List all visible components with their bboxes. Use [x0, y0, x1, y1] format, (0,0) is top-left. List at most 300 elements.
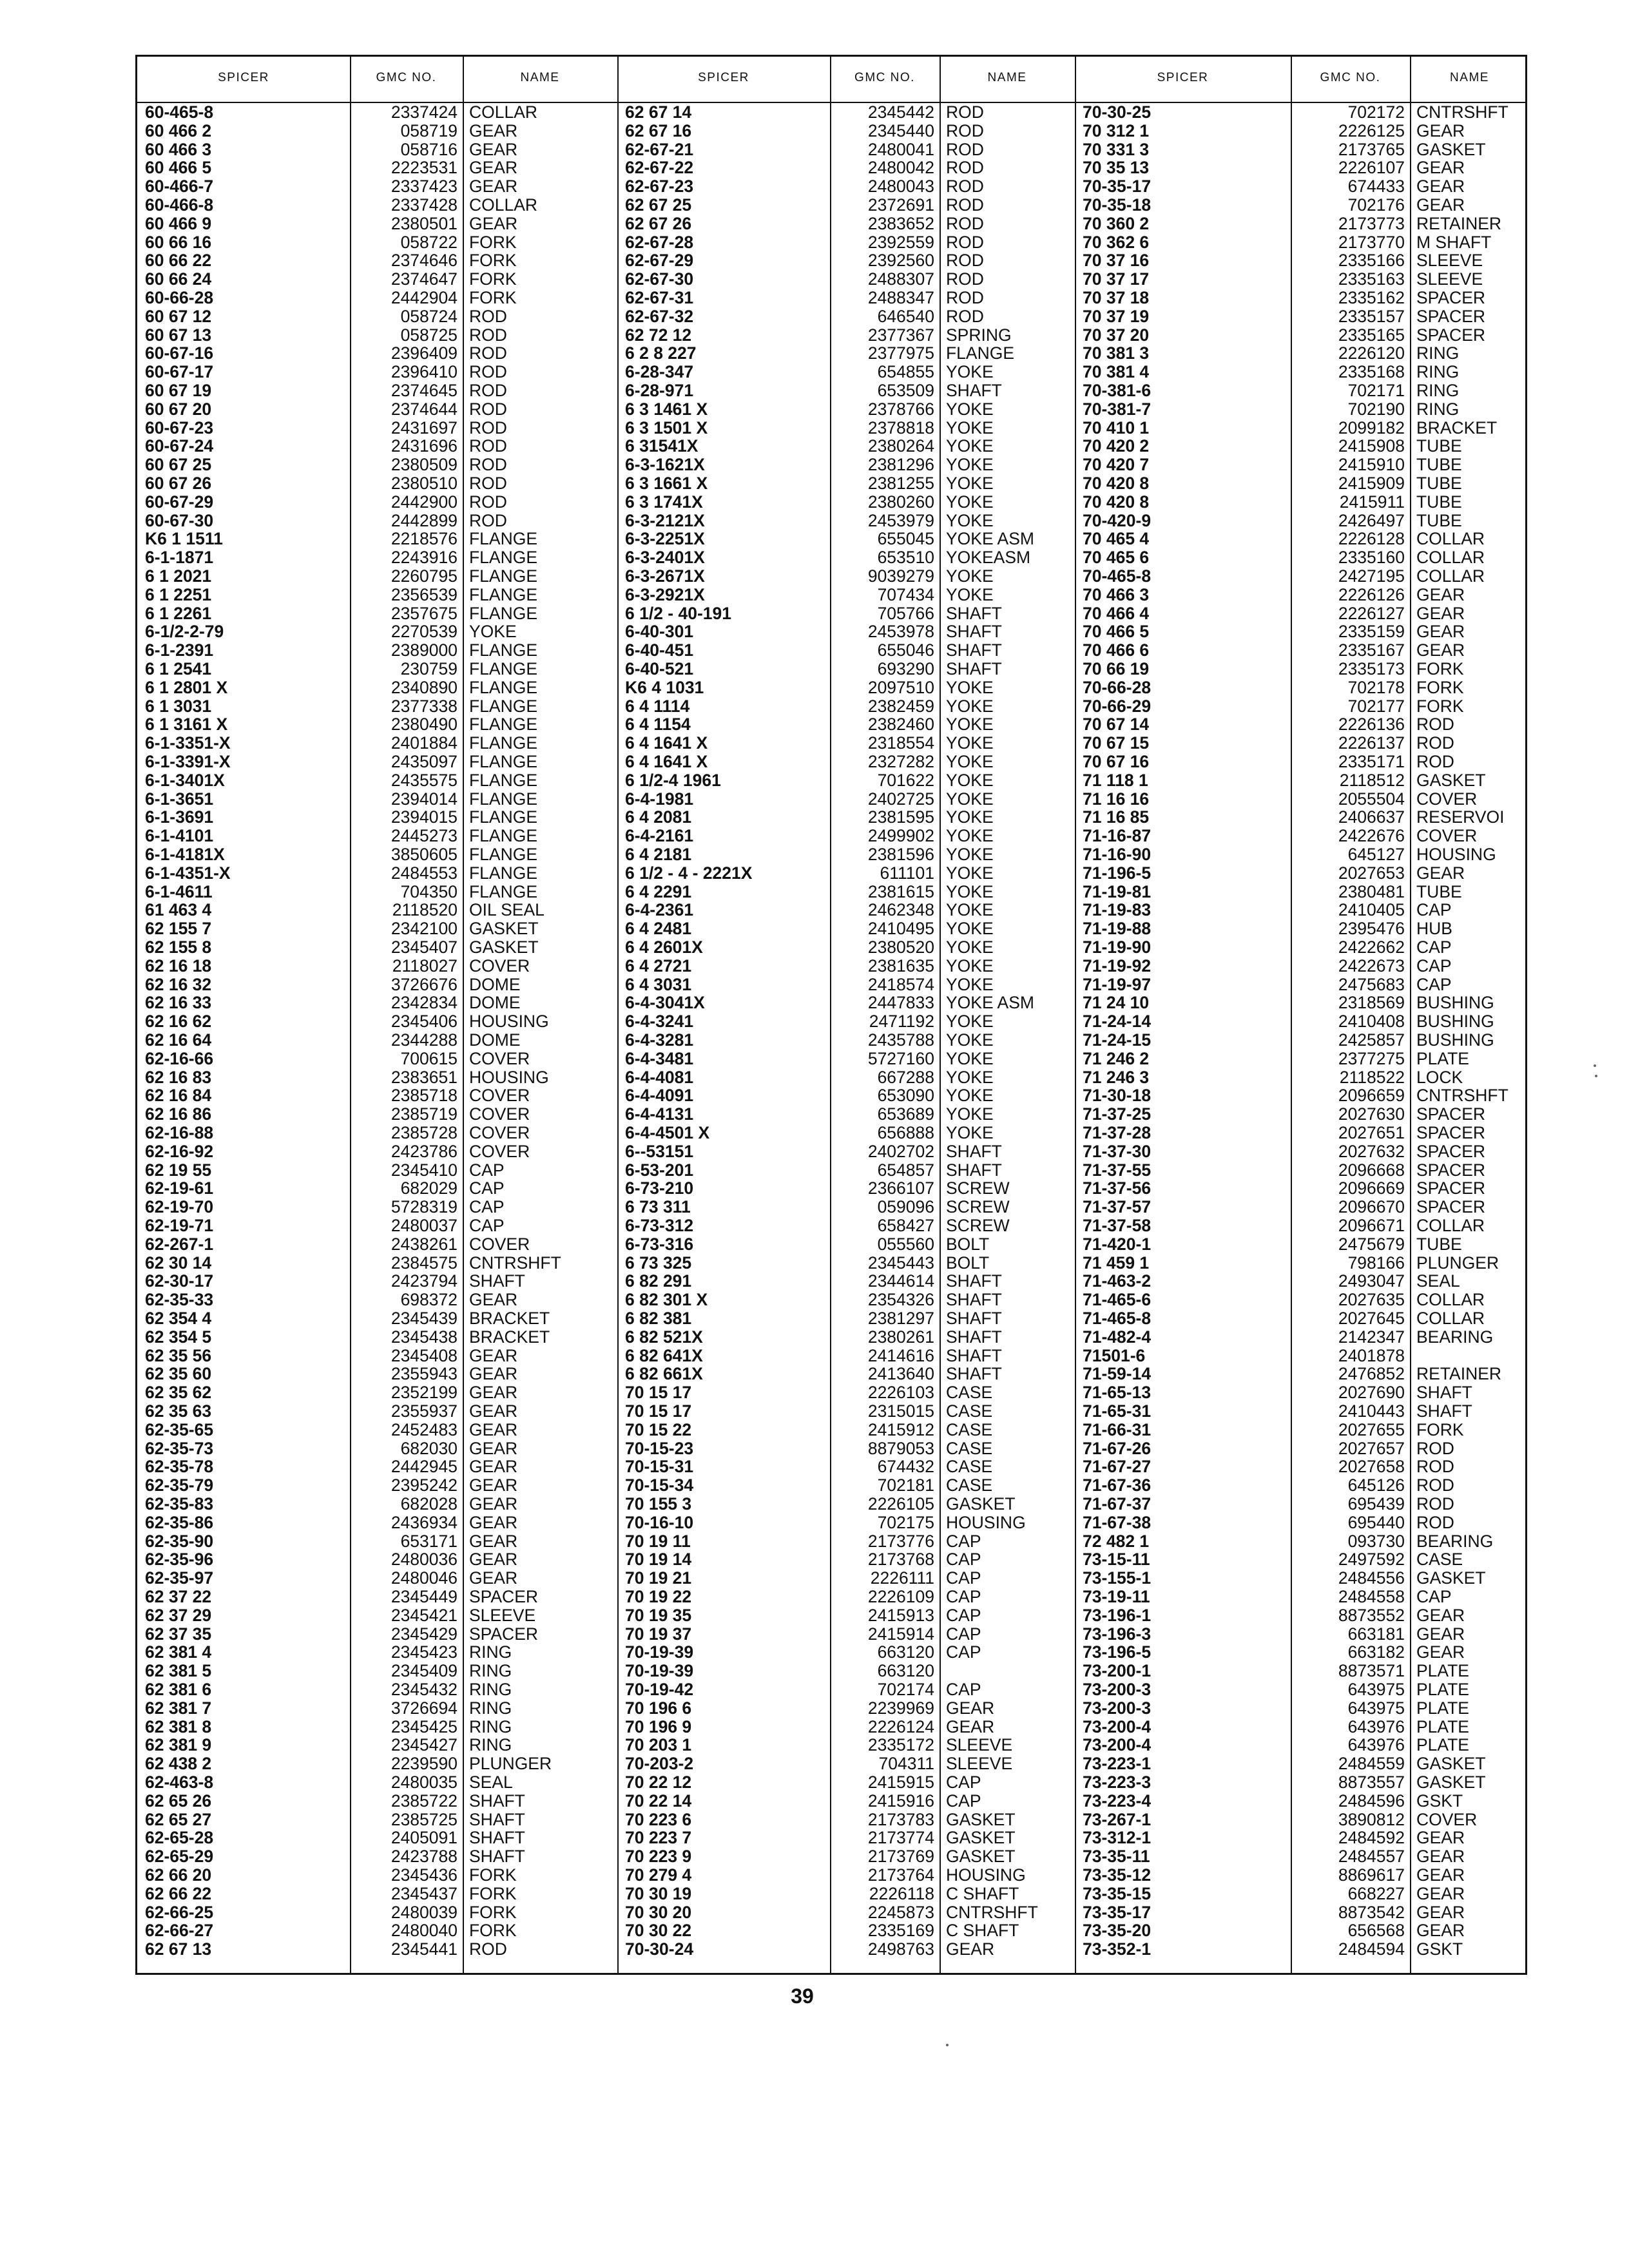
part-name: YOKE [946, 362, 994, 382]
part-name: CAP [1416, 974, 1452, 994]
part-name: COVER [469, 1141, 530, 1161]
section-divider [617, 57, 619, 1973]
gmc-number: 2354326 [867, 1290, 934, 1310]
section-divider [1075, 57, 1076, 1973]
part-name: COLLAR [1416, 566, 1485, 586]
spicer-number: 62 16 62 [145, 1012, 212, 1032]
part-name: GEAR [469, 1345, 518, 1365]
part-name: GEAR [469, 213, 518, 233]
part-name: ROD [946, 177, 984, 197]
spicer-number: 71-67-27 [1083, 1457, 1152, 1477]
gmc-number: 2027632 [1338, 1141, 1405, 1161]
part-name: BUSHING [1416, 1030, 1494, 1050]
spicer-number: 71 246 3 [1083, 1067, 1150, 1087]
gmc-number: 2442900 [390, 492, 458, 512]
part-name: SHAFT [946, 1160, 1002, 1180]
spicer-number: 60 66 24 [145, 269, 212, 289]
spicer-number: 6 82 381 [625, 1309, 692, 1328]
part-name: SHAFT [1416, 1401, 1472, 1421]
spicer-number: 60-67-23 [145, 418, 214, 437]
spicer-number: 6 4 1154 [625, 715, 691, 735]
spicer-number: 70-66-28 [1083, 677, 1152, 697]
part-name: SHAFT [469, 1828, 525, 1848]
gmc-number: 2345442 [867, 102, 934, 122]
gmc-number: 2345407 [390, 937, 458, 957]
spicer-number: 62-35-79 [145, 1475, 214, 1495]
part-name: YOKE [469, 622, 517, 642]
spicer-number: 6 31541X [625, 436, 699, 456]
part-name: FLANGE [469, 677, 538, 697]
part-name: FLANGE [946, 343, 1015, 363]
part-name: FLANGE [469, 789, 538, 809]
part-name: CASE [946, 1419, 993, 1439]
gmc-number: 2382459 [867, 696, 934, 716]
part-name: GEAR [946, 1698, 995, 1718]
gmc-number: 2345410 [390, 1160, 458, 1180]
column-divider [463, 57, 464, 1973]
spicer-number: 73-35-11 [1083, 1847, 1150, 1867]
part-name: GASKET [946, 1847, 1016, 1867]
gmc-number: 2385718 [390, 1086, 458, 1106]
part-name: FLANGE [469, 863, 538, 883]
part-name: GEAR [1416, 158, 1465, 178]
spicer-number: 6-3-2251X [625, 529, 705, 549]
spicer-number: 6-4-2361 [625, 900, 694, 920]
part-name: SHAFT [469, 1271, 525, 1291]
part-name: RING [1416, 362, 1460, 382]
gmc-number: 667288 [877, 1067, 934, 1087]
gmc-number: 2415911 [1339, 492, 1405, 512]
part-name: SHAFT [946, 603, 1002, 623]
spicer-number: 71-37-56 [1083, 1178, 1152, 1198]
gmc-number: 2245873 [867, 1902, 934, 1922]
part-name: FORK [469, 1883, 517, 1903]
spicer-number: 6 3 1461 X [625, 399, 708, 419]
part-name: YOKE [946, 474, 994, 493]
gmc-number: 2345443 [867, 1253, 934, 1273]
spicer-number: 70-381-7 [1083, 399, 1152, 419]
gmc-number: 2385722 [390, 1791, 458, 1811]
gmc-number: 2480037 [390, 1216, 458, 1235]
gmc-number: 2497592 [1338, 1550, 1405, 1570]
gmc-number: 2118522 [1339, 1067, 1405, 1087]
part-name: ROD [469, 418, 507, 437]
spicer-number: 70 420 8 [1083, 474, 1150, 493]
spicer-number: 6-4-3241 [625, 1012, 694, 1032]
gmc-number: 611101 [880, 863, 934, 883]
part-name: FLANGE [469, 548, 538, 568]
part-name: COVER [1416, 1809, 1478, 1829]
gmc-number: 2383652 [867, 213, 934, 233]
gmc-number: 2480036 [390, 1550, 458, 1570]
gmc-number: 2381615 [867, 881, 934, 901]
gmc-number: 2499902 [867, 826, 934, 846]
gmc-number: 2453979 [867, 510, 934, 530]
gmc-number: 2475679 [1338, 1234, 1405, 1254]
part-name: COVER [469, 1086, 530, 1106]
part-name: FLANGE [469, 584, 538, 604]
gmc-number: 707434 [877, 584, 934, 604]
part-name: YOKE ASM [946, 529, 1034, 549]
spicer-number: 6 4 2181 [625, 845, 692, 864]
part-name: SHAFT [946, 381, 1002, 400]
spicer-number: 6-4-4501 X [625, 1123, 710, 1142]
part-name: ROD [1416, 1475, 1454, 1495]
gmc-number: 2435575 [390, 770, 458, 790]
gmc-number: 2392560 [867, 251, 934, 271]
spicer-number: 73-200-4 [1083, 1735, 1152, 1755]
part-name: COVER [1416, 789, 1478, 809]
gmc-number: 2484556 [1338, 1568, 1405, 1588]
part-name: YOKE [946, 900, 994, 920]
scan-speck [946, 2044, 949, 2046]
gmc-number: 2173783 [867, 1809, 934, 1829]
part-name: ROD [946, 251, 984, 271]
gmc-number: 643976 [1347, 1716, 1405, 1736]
part-name: GASKET [1416, 139, 1486, 159]
part-name: GEAR [1416, 1642, 1465, 1662]
spicer-number: 62-65-28 [145, 1828, 214, 1848]
part-name: RING [469, 1735, 512, 1755]
gmc-number: 2413640 [867, 1364, 934, 1384]
gmc-number: 2385719 [390, 1104, 458, 1124]
part-name: SPACER [1416, 1141, 1486, 1161]
gmc-number: 682028 [400, 1494, 458, 1514]
spicer-number: 62-66-27 [145, 1921, 214, 1941]
gmc-number: 2480041 [867, 139, 934, 159]
part-name: COLLAR [1416, 1216, 1485, 1235]
gmc-number: 2027690 [1338, 1383, 1405, 1403]
part-name: SHAFT [946, 622, 1002, 642]
spicer-number: 6-1-4181X [145, 845, 225, 864]
spicer-number: 70 22 14 [625, 1791, 692, 1811]
gmc-number: 2335163 [1338, 269, 1405, 289]
gmc-number: 2380490 [390, 715, 458, 735]
part-name: GEAR [1416, 120, 1465, 140]
spicer-number: 6 3 1741X [625, 492, 703, 512]
column-divider [1410, 57, 1411, 1973]
spicer-number: 70 15 17 [625, 1383, 692, 1403]
part-name: ROD [1416, 1494, 1454, 1514]
gmc-number: 5727160 [867, 1048, 934, 1068]
part-name: CAP [1416, 956, 1452, 975]
gmc-number: 643976 [1347, 1735, 1405, 1755]
part-name: GEAR [946, 1939, 995, 1959]
part-name: GEAR [469, 1531, 518, 1551]
part-name: M SHAFT [1416, 232, 1492, 252]
spicer-number: 6-4-3281 [625, 1030, 694, 1050]
spicer-number: 62-16-88 [145, 1123, 214, 1142]
part-name: SCREW [946, 1178, 1010, 1198]
part-name: COVER [469, 1048, 530, 1068]
gmc-number: 8873571 [1338, 1661, 1405, 1681]
spicer-number: 71 246 2 [1083, 1048, 1150, 1068]
part-name: SCREW [946, 1197, 1010, 1217]
gmc-number: 2442904 [390, 288, 458, 307]
gmc-number: 646540 [877, 306, 934, 326]
gmc-number: 2342834 [390, 993, 458, 1013]
gmc-number: 2342100 [390, 919, 458, 939]
gmc-number: 643975 [1347, 1680, 1405, 1699]
part-name: FORK [469, 251, 517, 271]
spicer-number: 73-35-20 [1083, 1921, 1152, 1941]
gmc-number: 2401884 [390, 733, 458, 753]
gmc-number: 656888 [877, 1123, 934, 1142]
gmc-number: 2415913 [867, 1605, 934, 1625]
spicer-number: 71-65-31 [1083, 1401, 1152, 1421]
gmc-number: 663120 [877, 1642, 934, 1662]
spicer-number: 6 3 1661 X [625, 474, 708, 493]
part-name: RING [469, 1716, 512, 1736]
part-name: GEAR [946, 1716, 995, 1736]
part-name: SHAFT [469, 1847, 525, 1867]
spicer-number: 70 37 16 [1083, 251, 1150, 271]
spicer-number: 70 37 20 [1083, 325, 1150, 345]
part-name: COLLAR [469, 195, 538, 215]
part-name: FORK [469, 1865, 517, 1885]
gmc-number: 705766 [877, 603, 934, 623]
gmc-number: 2484594 [1338, 1939, 1405, 1959]
spicer-number: 62 65 27 [145, 1809, 212, 1829]
spicer-number: 70 362 6 [1083, 232, 1150, 252]
spicer-number: 71-482-4 [1083, 1327, 1152, 1347]
spicer-number: 6-3-1621X [625, 455, 705, 475]
gmc-number: 2484553 [390, 863, 458, 883]
part-name: GEAR [469, 139, 518, 159]
part-name: GEAR [469, 1419, 518, 1439]
gmc-number: 2357675 [390, 603, 458, 623]
spicer-number: 70 30 20 [625, 1902, 692, 1922]
gmc-number: 2243916 [390, 548, 458, 568]
part-name: YOKE [946, 1123, 994, 1142]
gmc-number: 663120 [877, 1661, 934, 1681]
spicer-number: 60 66 16 [145, 232, 212, 252]
spicer-number: 62-35-78 [145, 1457, 214, 1477]
spicer-number: 70 19 22 [625, 1587, 692, 1606]
gmc-number: 2418574 [867, 974, 934, 994]
spicer-number: 71-19-90 [1083, 937, 1152, 957]
gmc-number: 2027655 [1338, 1419, 1405, 1439]
spicer-number: 70 37 18 [1083, 288, 1150, 307]
part-name: CAP [946, 1587, 981, 1606]
spicer-number: 62-67-32 [625, 306, 694, 326]
spicer-number: 70 203 1 [625, 1735, 692, 1755]
spicer-number: 62-16-66 [145, 1048, 214, 1068]
part-name: FORK [469, 232, 517, 252]
spicer-number: 71-24-14 [1083, 1012, 1152, 1032]
gmc-number: 2344614 [867, 1271, 934, 1291]
gmc-number: 2335165 [1338, 325, 1405, 345]
gmc-number: 2335166 [1338, 251, 1405, 271]
gmc-number: 2226125 [1338, 120, 1405, 140]
gmc-number: 2442899 [390, 510, 458, 530]
spicer-number: 71-37-58 [1083, 1216, 1152, 1235]
gmc-number: 702190 [1347, 399, 1405, 419]
gmc-number: 2480035 [390, 1773, 458, 1792]
part-name: DOME [469, 974, 521, 994]
part-name: GASKET [1416, 1754, 1486, 1774]
spicer-number: 6 82 641X [625, 1345, 703, 1365]
gmc-number: 2415910 [1338, 455, 1405, 475]
part-name: CASE [946, 1457, 993, 1477]
spicer-number: 62-67-21 [625, 139, 694, 159]
gmc-number: 2395476 [1338, 919, 1405, 939]
part-name: CAP [946, 1791, 981, 1811]
gmc-number: 702181 [877, 1475, 934, 1495]
gmc-number: 2447833 [867, 993, 934, 1013]
spicer-number: 62 155 7 [145, 919, 212, 939]
gmc-number: 2335159 [1338, 622, 1405, 642]
gmc-number: 2423788 [390, 1847, 458, 1867]
part-name: TUBE [1416, 436, 1462, 456]
spicer-number: 73-352-1 [1083, 1939, 1152, 1959]
gmc-number: 663182 [1347, 1642, 1405, 1662]
gmc-number: 2381297 [867, 1309, 934, 1328]
spicer-number: 6 1 2541 [145, 659, 212, 678]
gmc-number: 702172 [1347, 102, 1405, 122]
header-spicer: SPICER [698, 71, 749, 84]
spicer-number: 62-463-8 [145, 1773, 214, 1792]
gmc-number: 2344288 [390, 1030, 458, 1050]
gmc-number: 2374644 [390, 399, 458, 419]
gmc-number: 682030 [400, 1438, 458, 1458]
part-name: FLANGE [469, 715, 538, 735]
spicer-number: 6 4 1114 [625, 696, 690, 716]
spicer-number: 62 66 20 [145, 1865, 212, 1885]
gmc-number: 2366107 [867, 1178, 934, 1198]
gmc-number: 2475683 [1338, 974, 1405, 994]
spicer-number: 70 420 8 [1083, 492, 1150, 512]
gmc-number: 2423786 [390, 1141, 458, 1161]
part-name: YOKE [946, 1104, 994, 1124]
gmc-number: 2380261 [867, 1327, 934, 1347]
part-name: GEAR [1416, 1847, 1465, 1867]
gmc-number: 2410405 [1338, 900, 1405, 920]
gmc-number: 2410408 [1338, 1012, 1405, 1032]
spicer-number: 62 16 32 [145, 974, 212, 994]
gmc-number: 2480042 [867, 158, 934, 178]
part-name: GEAR [469, 120, 518, 140]
part-name: ROD [469, 436, 507, 456]
gmc-number: 2415912 [867, 1419, 934, 1439]
gmc-number: 2462348 [867, 900, 934, 920]
part-name: COVER [469, 956, 530, 975]
part-name: CAP [946, 1680, 981, 1699]
gmc-number: 2436934 [390, 1512, 458, 1532]
part-name: GEAR [469, 1438, 518, 1458]
gmc-number: 2381635 [867, 956, 934, 975]
spicer-number: 71-66-31 [1083, 1419, 1152, 1439]
gmc-number: 2377975 [867, 343, 934, 363]
spicer-number: 6-3-2671X [625, 566, 705, 586]
spicer-number: 60 466 5 [145, 158, 212, 178]
part-name: HOUSING [1416, 845, 1496, 864]
spicer-number: 62-67-31 [625, 288, 694, 307]
spicer-number: 6-1-4101 [145, 826, 214, 846]
part-name: CAP [469, 1160, 505, 1180]
gmc-number: 230759 [400, 659, 458, 678]
part-name: TUBE [1416, 474, 1462, 493]
spicer-number: 62 354 5 [145, 1327, 212, 1347]
part-name: CAP [946, 1531, 981, 1551]
part-name: CAP [469, 1216, 505, 1235]
spicer-number: 62-267-1 [145, 1234, 214, 1254]
spicer-number: 6 4 1641 X [625, 752, 708, 771]
spicer-number: 6-53-201 [625, 1160, 694, 1180]
spicer-number: 70 67 14 [1083, 715, 1150, 735]
gmc-number: 2480039 [390, 1902, 458, 1922]
part-name: GASKET [946, 1828, 1016, 1848]
part-name: CASE [1416, 1550, 1463, 1570]
part-name: CASE [946, 1401, 993, 1421]
spicer-number: 70 360 2 [1083, 213, 1150, 233]
gmc-number: 2345425 [390, 1716, 458, 1736]
spicer-number: 70 381 3 [1083, 343, 1150, 363]
gmc-number: 2392559 [867, 232, 934, 252]
header-spicer: SPICER [218, 71, 269, 84]
spicer-number: 6 82 661X [625, 1364, 703, 1384]
spicer-number: 70 466 3 [1083, 584, 1150, 604]
gmc-number: 2318569 [1338, 993, 1405, 1013]
spicer-number: 70 196 6 [625, 1698, 692, 1718]
spicer-number: 62 67 16 [625, 120, 692, 140]
spicer-number: 6-1-3401X [145, 770, 225, 790]
part-name: YOKE [946, 566, 994, 586]
part-name: COLLAR [1416, 529, 1485, 549]
gmc-number: 653509 [877, 381, 934, 400]
part-name: ROD [1416, 1512, 1454, 1532]
part-name: SHAFT [1416, 1383, 1472, 1403]
spicer-number: 62 67 14 [625, 102, 692, 122]
spicer-number: 72 482 1 [1083, 1531, 1150, 1551]
gmc-number: 2345429 [390, 1624, 458, 1644]
part-name: GEAR [469, 1401, 518, 1421]
gmc-number: 698372 [400, 1290, 458, 1310]
part-name: ROD [946, 232, 984, 252]
gmc-number: 2380510 [390, 474, 458, 493]
spicer-number: 6-28-347 [625, 362, 694, 382]
gmc-number: 2415914 [867, 1624, 934, 1644]
gmc-number: 2315015 [867, 1401, 934, 1421]
gmc-number: 2173774 [867, 1828, 934, 1848]
spicer-number: 6 2 8 227 [625, 343, 697, 363]
part-name: GSKT [1416, 1939, 1463, 1959]
gmc-number: 2374645 [390, 381, 458, 400]
part-name: BEARING [1416, 1327, 1494, 1347]
spicer-number: 70 420 7 [1083, 455, 1150, 475]
gmc-number: 663181 [1347, 1624, 1405, 1644]
gmc-number: 693290 [877, 659, 934, 678]
gmc-number: 2260795 [390, 566, 458, 586]
gmc-number: 2345409 [390, 1661, 458, 1681]
spicer-number: 70 19 14 [625, 1550, 692, 1570]
part-name: PLATE [1416, 1661, 1469, 1681]
part-name: YOKE [946, 752, 994, 771]
gmc-number: 2345438 [390, 1327, 458, 1347]
gmc-number: 2318554 [867, 733, 934, 753]
part-name: YOKE ASM [946, 993, 1034, 1013]
spicer-number: 71-37-57 [1083, 1197, 1152, 1217]
spicer-number: 6-1-3391-X [145, 752, 231, 771]
part-name: SHAFT [946, 1345, 1002, 1365]
gmc-number: 701622 [877, 770, 934, 790]
part-name: TUBE [1416, 492, 1462, 512]
part-name: YOKE [946, 807, 994, 827]
gmc-number: 2226127 [1338, 603, 1405, 623]
part-name: GEAR [469, 1383, 518, 1403]
spicer-number: 70-203-2 [625, 1754, 694, 1774]
gmc-number: 2378766 [867, 399, 934, 419]
